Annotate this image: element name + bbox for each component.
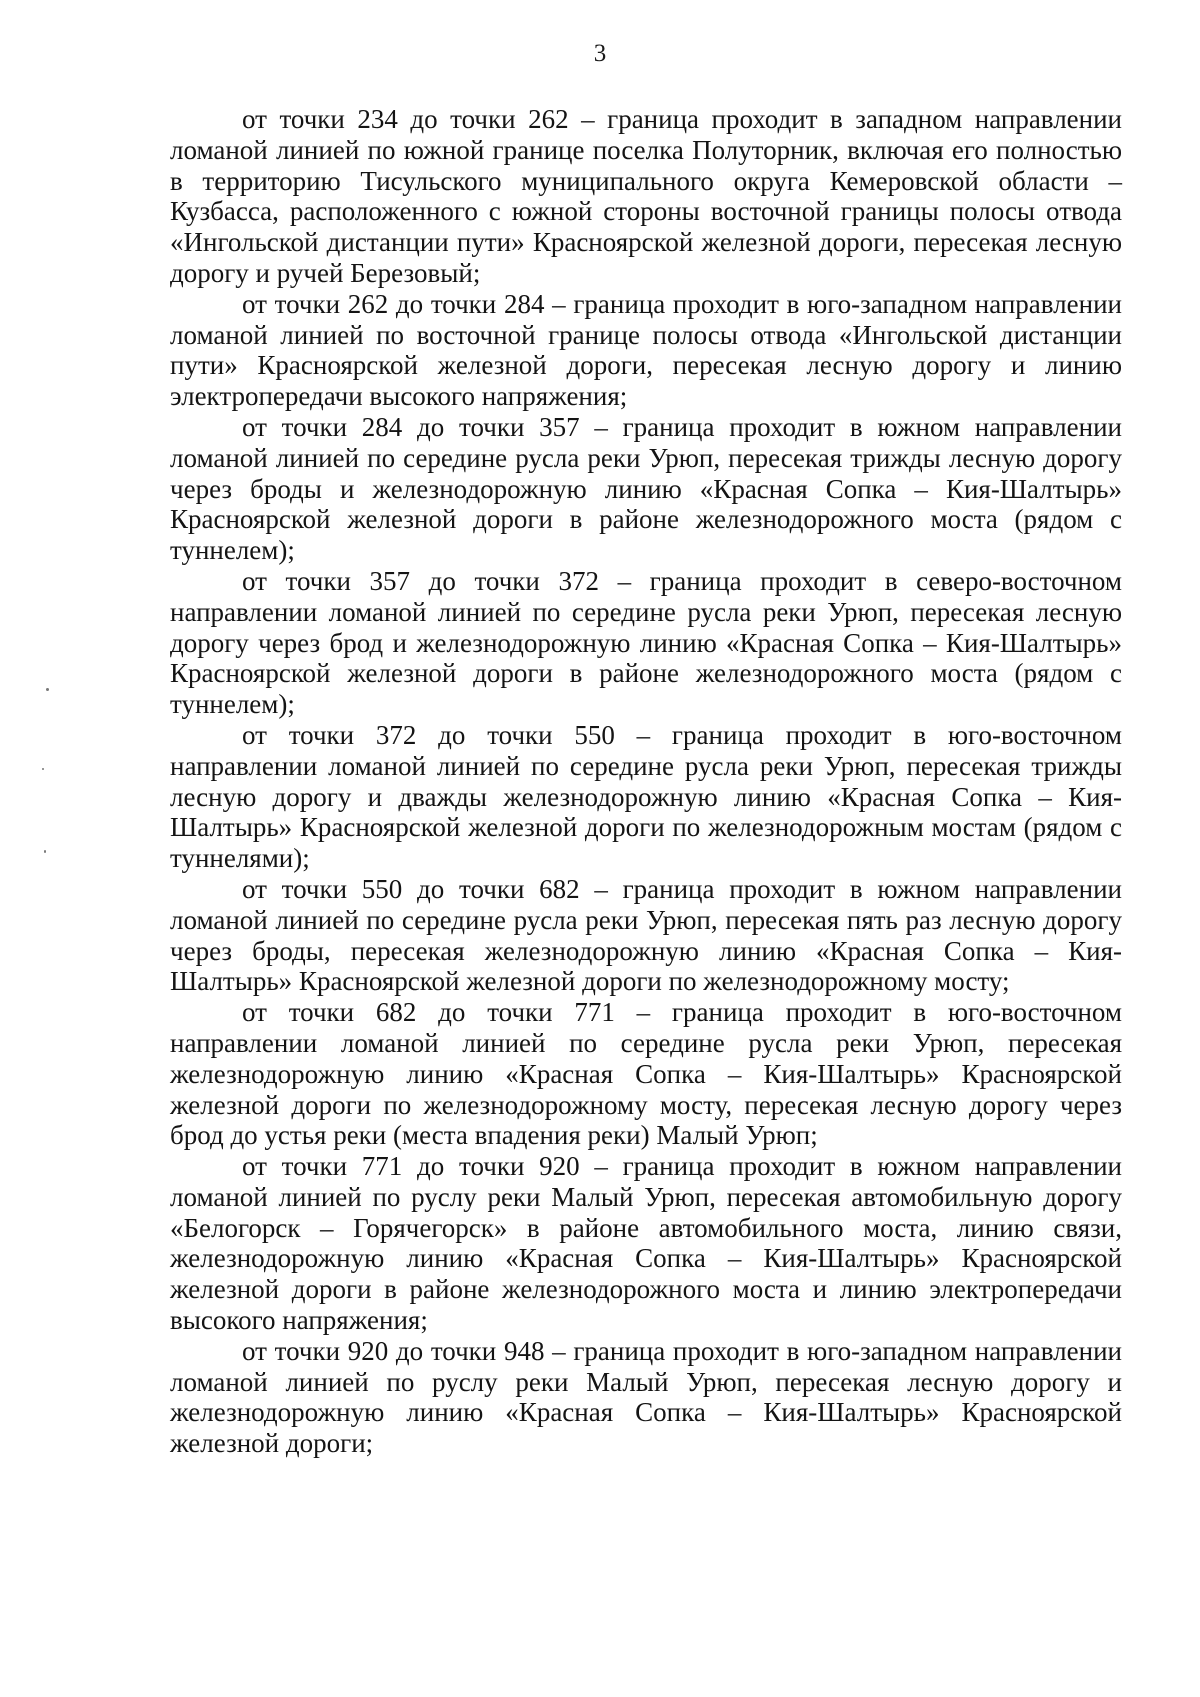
paragraph-boundary-920-948: от точки 920 до точки 948 – граница проходит в юго-западном направлении ломаной линией по руслу реки Малый Урюп, пересекая лесную дорогу и железнодорожную линию «Красная Сопка – Кия-Шалтырь» Красноярской железной дороги; (170, 1335, 1122, 1459)
paragraph-boundary-284-357: от точки 284 до точки 357 – граница проходит в южном направлении ломаной линией по середине русла реки Урюп, пересекая трижды лесную дорогу через броды и железнодорожную линию «Красная Сопка – Кия-Шалтырь» Красноярской железной дороги в районе железнодорожного моста (рядом с туннелем); (170, 411, 1122, 566)
scan-speck (44, 850, 46, 853)
paragraph-boundary-372-550: от точки 372 до точки 550 – граница проходит в юго-восточном направлении ломаной линией по середине русла реки Урюп, пересекая трижды лесную дорогу и дважды железнодорожную линию «Красная Сопка – Кия-Шалтырь» Красноярской железной дороги по железнодорожным мостам (рядом с туннелями); (170, 719, 1122, 874)
paragraph-boundary-550-682: от точки 550 до точки 682 – граница проходит в южном направлении ломаной линией по середине русла реки Урюп, пересекая пять раз лесную дорогу через броды, пересекая железнодорожную линию «Красная Сопка – Кия-Шалтырь» Красноярской железной дороги по железнодорожному мосту; (170, 873, 1122, 997)
paragraph-boundary-357-372: от точки 357 до точки 372 – граница проходит в северо-восточном направлении ломаной линией по середине русла реки Урюп, пересекая лесную дорогу через брод и железнодорожную линию «Красная Сопка – Кия-Шалтырь» Красноярской железной дороги в районе железнодорожного моста (рядом с туннелем); (170, 565, 1122, 720)
paragraph-boundary-682-771: от точки 682 до точки 771 – граница проходит в юго-восточном направлении ломаной линией по середине русла реки Урюп, пересекая железнодорожную линию «Красная Сопка – Кия-Шалтырь» Красноярской железной дороги по железнодорожному мосту, пересекая лесную дорогу через брод до устья реки (места впадения реки) Малый Урюп; (170, 997, 1122, 1151)
scan-speck (46, 688, 49, 691)
page-number: 3 (593, 40, 607, 67)
paragraph-boundary-234-262: от точки 234 до точки 262 – граница проходит в западном направлении ломаной линией по южной границе поселка Полуторник, включая его полностью в территорию Тисульского муниципального округа Кемеровской области – Кузбасса, расположенного с южной стороны восточной границы полосы отвода «Ингольской дистанции пути» Красноярской железной дороги, пересекая лесную дорогу и ручей Березовый; (170, 104, 1122, 288)
paragraph-boundary-262-284: от точки 262 до точки 284 – граница проходит в юго-западном направлении ломаной линией по восточной границе полосы отвода «Ингольской дистанции пути» Красноярской железной дороги, пересекая лесную дорогу и линию электропередачи высокого напряжения; (170, 288, 1122, 412)
paragraph-boundary-771-920: от точки 771 до точки 920 – граница проходит в южном направлении ломаной линией по руслу реки Малый Урюп, пересекая автомобильную дорогу «Белогорск – Горячегорск» в районе автомобильного моста, линию связи, железнодорожную линию «Красная Сопка – Кия-Шалтырь» Красноярской железной дороги в районе железнодорожного моста и линию электропередачи высокого напряжения; (170, 1151, 1122, 1336)
document-body (170, 104, 1122, 1459)
scan-speck (42, 768, 44, 770)
